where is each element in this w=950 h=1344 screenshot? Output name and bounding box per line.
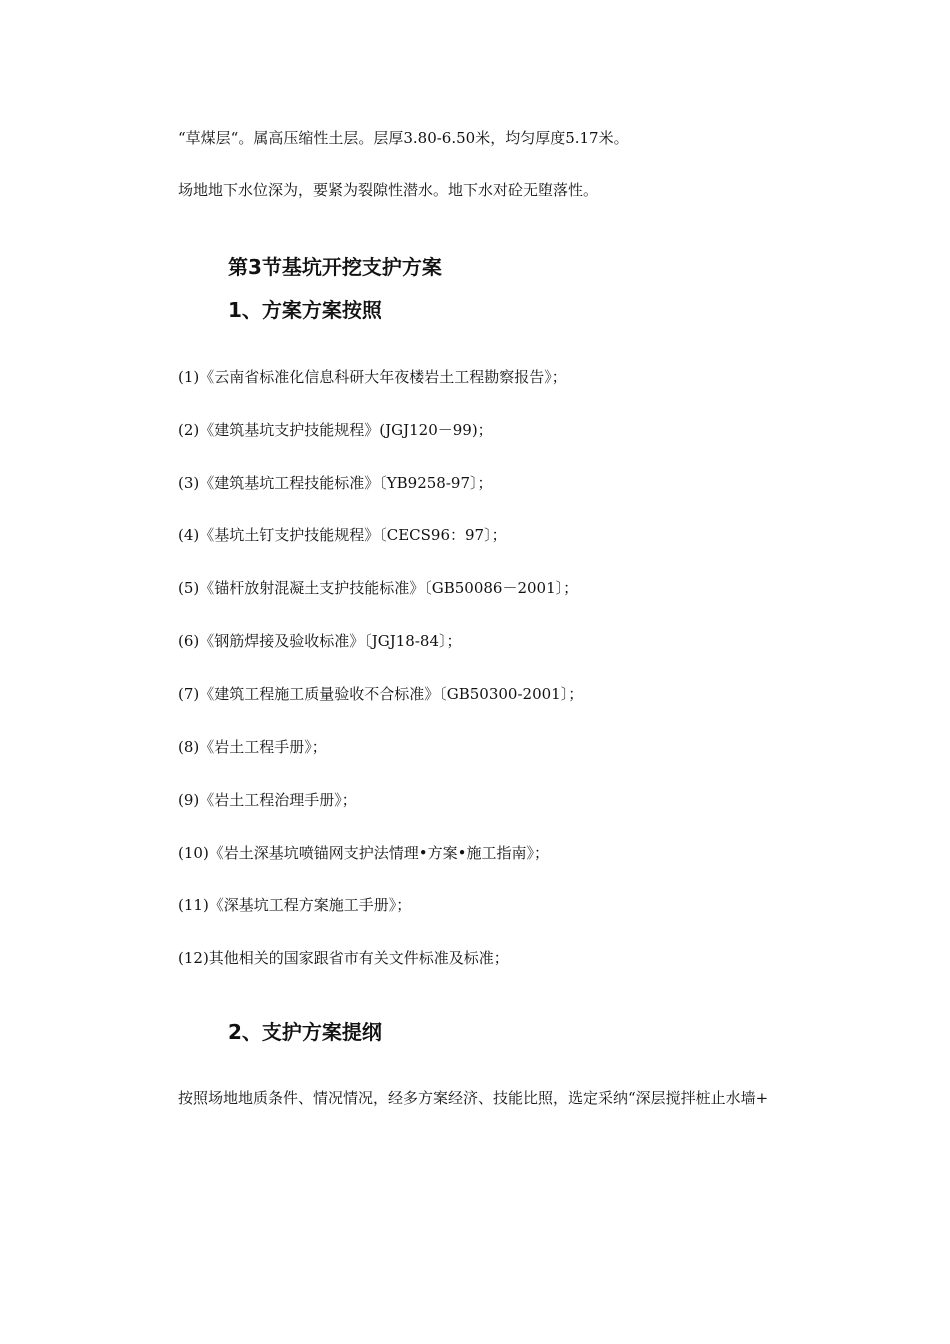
subsection-2-paragraph: 按照场地地质条件、情况情况，经多方案经济、技能比照，选定采纳“深层搅拌桩止水墙+ <box>178 1089 769 1107</box>
section-title: 第3节基坑开挖支护方案 <box>228 255 442 279</box>
reference-item: (7)《建筑工程施工质量验收不合标准》〔GB50300-2001〕； <box>178 685 584 703</box>
subsection-1-title: 1、方案方案按照 <box>228 298 382 322</box>
reference-item: (12)其他相关的国家跟省市有关文件标准及标准； <box>178 949 509 967</box>
reference-item: (6)《钢筋焊接及验收标准》〔JGJ18-84〕； <box>178 632 462 650</box>
reference-item: (9)《岩土工程治理手册》； <box>178 791 357 809</box>
reference-item: (11)《深基坑工程方案施工手册》； <box>178 896 412 914</box>
reference-item: (5)《锚杆放射混凝土支护技能标准》〔GB50086－2001〕； <box>178 579 579 597</box>
subsection-2-title: 2、支护方案提纲 <box>228 1020 382 1044</box>
reference-item: (10)《岩土深基坑喷锚网支护法情理•方案•施工指南》； <box>178 844 549 862</box>
reference-item: (2)《建筑基坑支护技能规程》(JGJ120－99)； <box>178 421 493 439</box>
intro-line-2: 场地地下水位深为，要紧为裂隙性潜水。地下水对砼无堕落性。 <box>178 181 599 199</box>
reference-item: (3)《建筑基坑工程技能标准》〔YB9258-97〕； <box>178 474 493 492</box>
reference-item: (1)《云南省标准化信息科研大年夜楼岩土工程勘察报告》； <box>178 368 567 386</box>
reference-item: (4)《基坑土钉支护技能规程》〔CECS96：97〕； <box>178 526 507 544</box>
intro-line-1: “草煤层“。属高压缩性土层。层厚3.80-6.50米，均匀厚度5.17米。 <box>178 129 629 147</box>
reference-item: (8)《岩土工程手册》； <box>178 738 327 756</box>
